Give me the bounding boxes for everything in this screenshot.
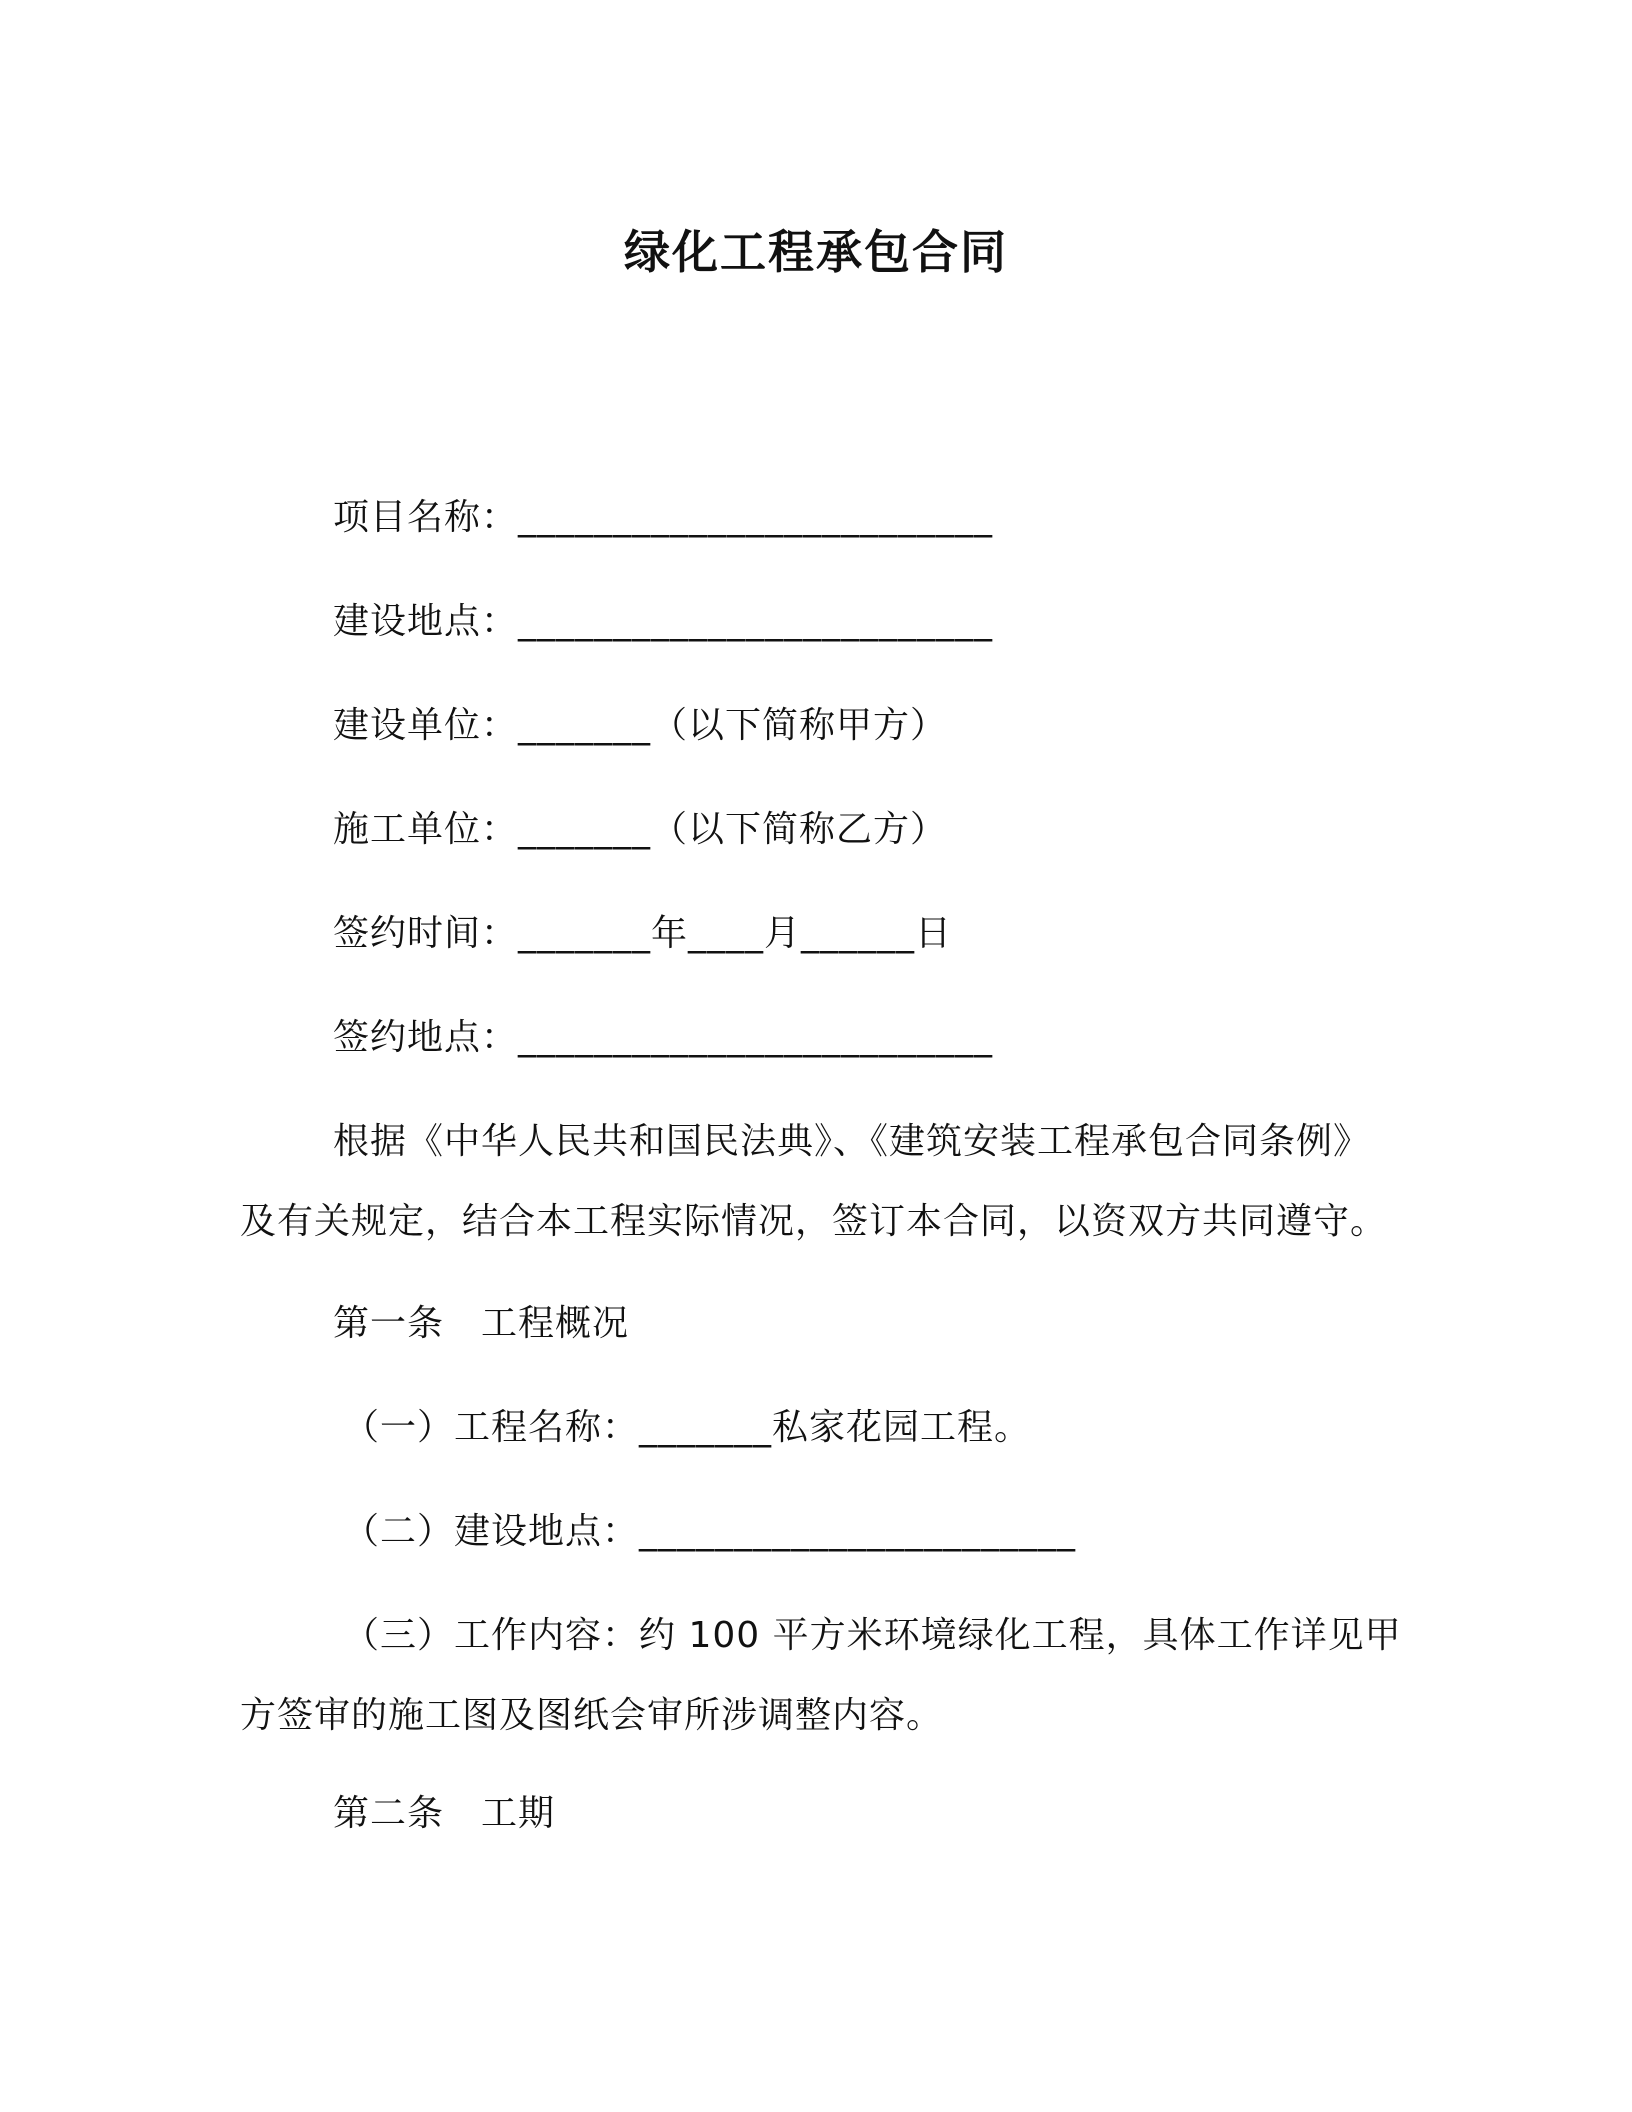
article1-heading: 第一条 工程概况 — [333, 1303, 630, 1344]
document-title: 绿化工程承包合同 — [624, 225, 1008, 279]
field-project-name: 项目名称：_________________________ — [333, 497, 994, 538]
article1-item3-line1: （三）工作内容：约 100 平方米环境绿化工程，具体工作详见甲 — [343, 1615, 1402, 1656]
preamble-line-1: 根据《中华人民共和国民法典》、《建筑安装工程承包合同条例》 — [333, 1121, 1371, 1162]
article2-heading: 第二条 工期 — [333, 1793, 556, 1834]
article1-item3-line2: 方签审的施工图及图纸会审所涉调整内容。 — [240, 1695, 944, 1736]
field-build-location: 建设地点：_________________________ — [333, 601, 994, 642]
field-construction-unit: 施工单位：_______（以下简称乙方） — [333, 809, 948, 850]
article1-item2: （二）建设地点：_______________________ — [343, 1511, 1077, 1552]
field-sign-time: 签约时间：_______年____月______日 — [333, 913, 953, 954]
preamble-line-2: 及有关规定，结合本工程实际情况，签订本合同，以资双方共同遵守。 — [240, 1201, 1388, 1242]
field-build-unit: 建设单位：_______（以下简称甲方） — [333, 705, 948, 746]
article1-item1: （一）工程名称：_______私家花园工程。 — [343, 1407, 1032, 1448]
field-sign-location: 签约地点：_________________________ — [333, 1017, 994, 1058]
